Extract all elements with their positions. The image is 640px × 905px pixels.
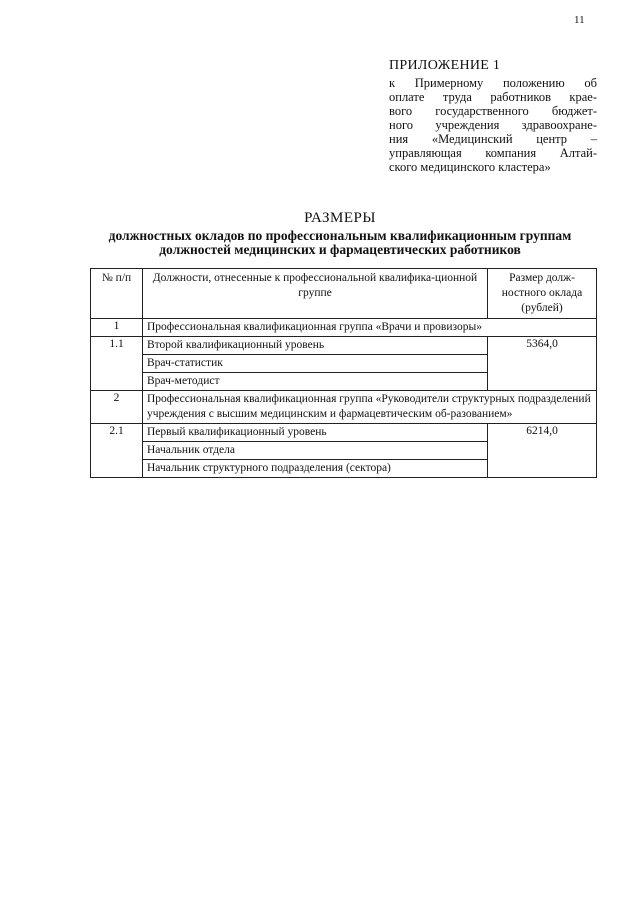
salary-cell: 5364,0 (488, 337, 597, 391)
appendix-line: ния «Медицинский центр – (389, 132, 597, 146)
appendix-line: ского медицинского кластера» (389, 160, 551, 174)
group-title: Профессиональная квалификационная группа «Врачи и провизоры» (143, 319, 597, 337)
table-row (91, 424, 597, 442)
position-cell: Врач-методист (143, 373, 488, 391)
header-position: Должности, отнесенные к профессиональной квалифика-ционной группе (143, 269, 488, 319)
position-cell: Второй квалификационный уровень (143, 337, 488, 355)
group-title: Профессиональная квалификационная группа «Руководители структурных подразделений учреждения с высшим медицинским и фармацевтическим об-разованием» (143, 391, 597, 424)
level-num: 1.1 (91, 337, 143, 391)
position-cell: Начальник отдела (143, 442, 488, 460)
appendix-line: к Примерному положению об (389, 76, 597, 90)
table-row (91, 391, 597, 424)
group-num: 1 (91, 319, 143, 337)
document-heading (90, 210, 590, 257)
appendix-text (389, 76, 597, 174)
table-row (91, 319, 597, 337)
position-cell: Первый квалификационный уровень (143, 424, 488, 442)
appendix-line: управляющая компания Алтай- (389, 146, 597, 160)
salary-table (90, 268, 597, 478)
appendix-title: ПРИЛОЖЕНИЕ 1 (389, 58, 501, 73)
heading-subtitle-line1: должностных окладов по профессиональным квалификационным группам (108, 228, 572, 243)
appendix-line: вого государственного бюджет- (389, 104, 597, 118)
heading-subtitle-line2: должностей медицинских и фармацевтических работников (159, 242, 521, 257)
appendix-line: ного учреждения здравоохране- (389, 118, 597, 132)
table-header-row (91, 269, 597, 319)
salary-cell: 6214,0 (488, 424, 597, 478)
header-num: № п/п (91, 269, 143, 319)
position-cell: Врач-статистик (143, 355, 488, 373)
position-cell: Начальник структурного подразделения (сектора) (143, 460, 488, 478)
level-num: 2.1 (91, 424, 143, 478)
appendix-line: оплате труда работников крае- (389, 90, 597, 104)
table-row (91, 337, 597, 355)
group-num: 2 (91, 391, 143, 424)
appendix-block (389, 58, 597, 174)
header-salary: Размер долж-ностного оклада (рублей) (488, 269, 597, 319)
page-number: 11 (574, 14, 585, 26)
heading-title: РАЗМЕРЫ (304, 210, 376, 226)
